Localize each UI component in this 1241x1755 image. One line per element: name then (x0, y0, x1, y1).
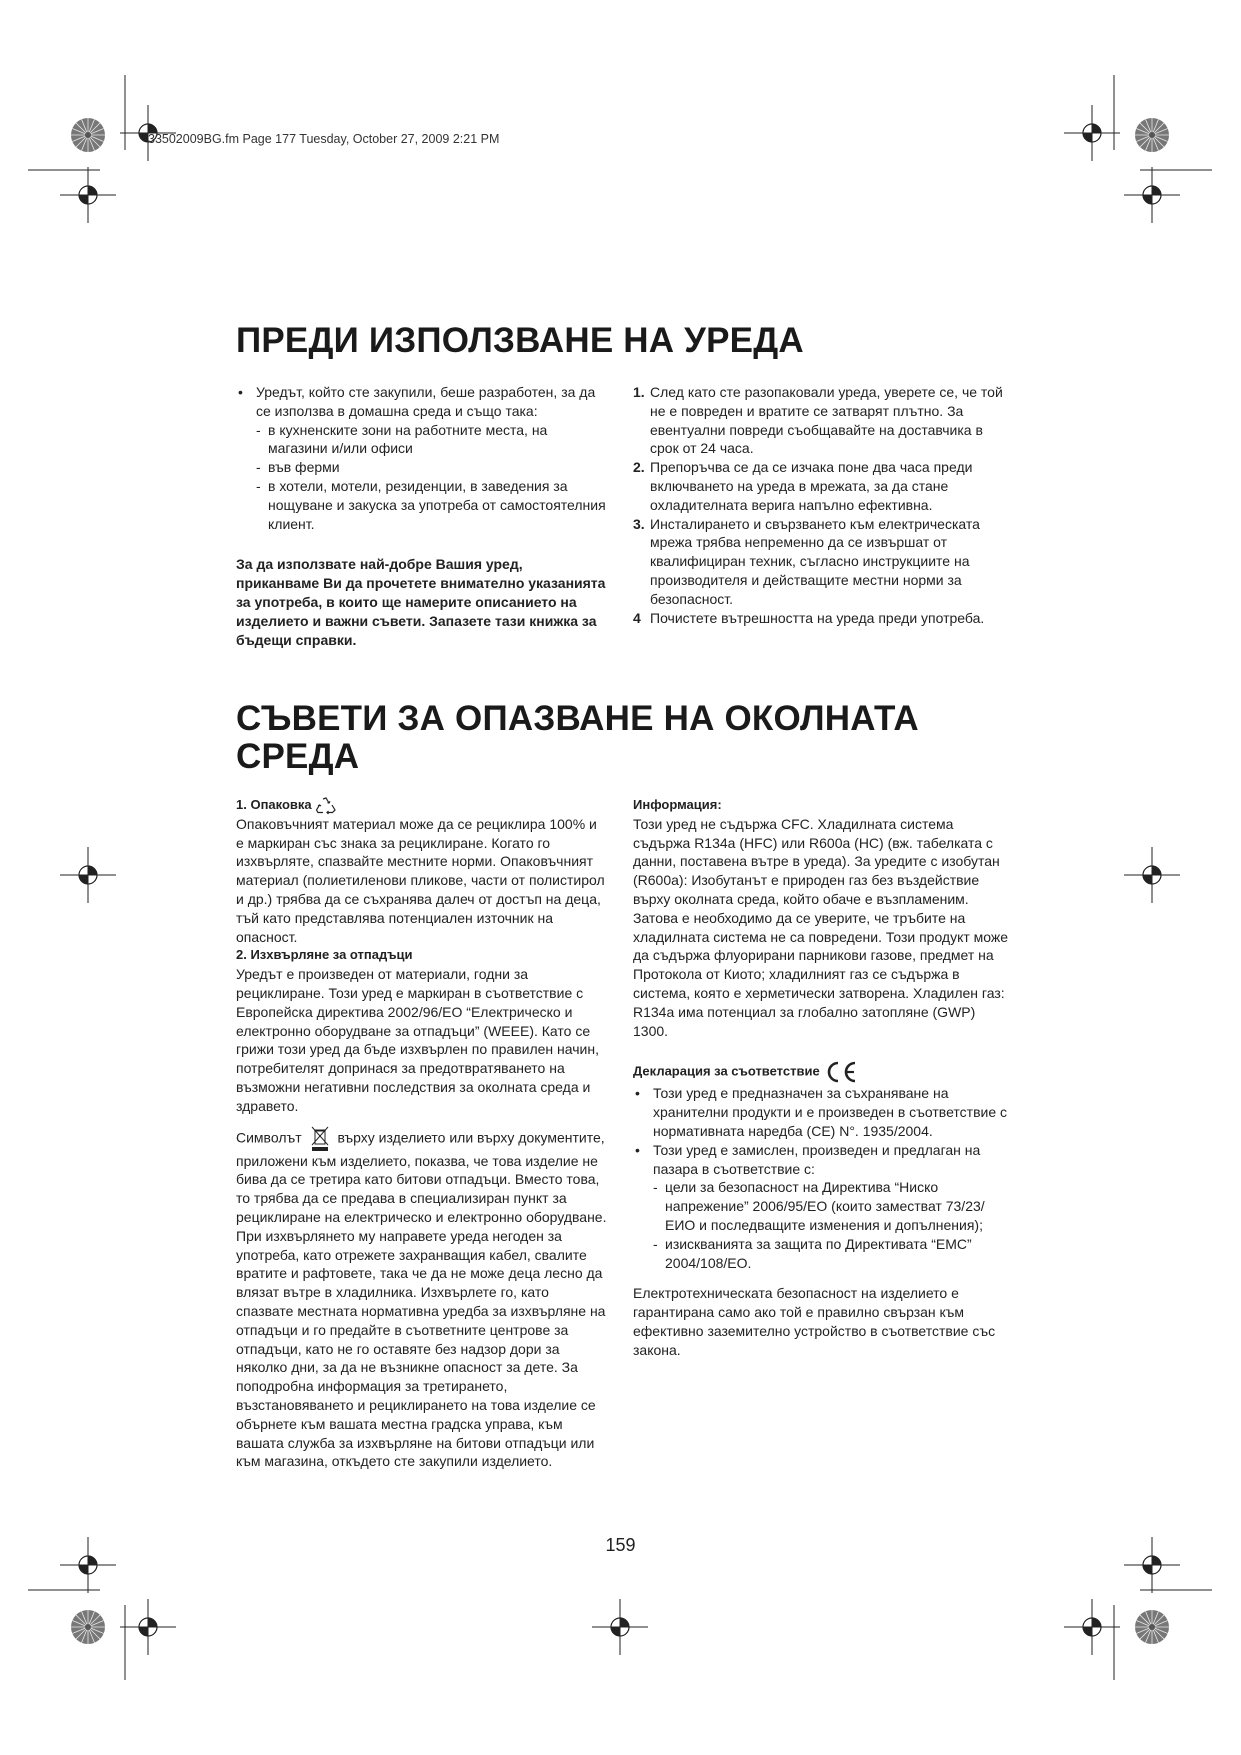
symbol-text-start: Символът (236, 1129, 302, 1146)
list-item: - в кухненските зони на работните места, на магазини и/или офиси (256, 421, 608, 459)
declaration-heading-text: Декларация за съответствие (633, 1063, 820, 1079)
recycle-icon (315, 797, 337, 815)
page-number: 159 (605, 1535, 636, 1555)
list-item (633, 458, 1011, 514)
disposal-text: Уредът е произведен от материали, годни за рециклиране. Този уред е маркиран в съответствие с Европейска директива 2002/96/ЕО “Електрическо и електронно оборудване за отпадъци” (WEEE). Като се грижи този уред да бъде изхвърлен по правилен начин, потребителят допринася за предотвратяването на възможни негативни последствия за околната среда и здравето. (236, 966, 599, 1114)
list-item: • Този уред е предназначен за съхраняване на хранителни продукти и е произведен в съответствие с нормативната наредба (CE) N°. 1935/2004. (633, 1084, 1011, 1140)
step-text: Инсталирането и свързването към електрическата мрежа трябва непременно да се извършат от квалифициран техник, съгласно инструкциите на производителя и действащите местни норми за безопасност. (650, 515, 980, 607)
title-line: СРЕДА (236, 737, 360, 776)
list-item (633, 383, 1011, 458)
environment-right-column (633, 796, 1011, 1360)
step-text: След като сте разопаковали уреда, уверете се, че той не е повреден и вратите се затварят плътно. За евентуални повреди съобщавайте на доставчика в срок от 24 часа. (650, 384, 1003, 457)
electrical-safety-text: Електротехническата безопасност на изделието е гарантирана само ако той е правилно свързан към ефективно заземително устройство в съответствие със закона. (633, 1285, 996, 1358)
symbol-text-rest: върху изделието или върху документите, приложени към изделието, показва, че това изделие не бива да се третира като битови отпадъци. Вместо това, то трябва да се предава в специализиран пункт за рециклиране на електрическо и електронно оборудване. При изхвърлянето му направете уреда негоден за употреба, като отрежете захранващия кабел, свалите вратите и рафтовете, така че да не може деца лесно да влязат вътре в хладилника. Изхвърлете го, като спазвате местната нормативна уредба за изхвърляне на отпадъци и го предайте в съответните центрове за отпадъци, като не го оставяте без надзор дори за няколко дни, за да не възникне опасност за дете. За поподробна информация за третирането, възстановяването и рециклирането на това изделие се обърнете към вашата местна градска управа, към вашата служба за изхвърляне на битови отпадъци или към магазина, откъдето сте закупили изделието. (236, 1129, 607, 1470)
setup-steps-list (633, 383, 1011, 627)
file-info-header: 33502009BG.fm Page 177 Tuesday, October 27, 2009 2:21 PM (148, 132, 500, 146)
intended-use-list (236, 383, 608, 533)
information-heading: Информация: (633, 797, 722, 812)
list-item (633, 609, 1011, 628)
step-number: 4 (633, 609, 641, 626)
step-text: Почистете вътрешността на уреда преди употреба. (650, 609, 985, 626)
step-number: 2. (633, 459, 645, 476)
weee-symbol-paragraph (236, 1126, 608, 1472)
list-item (633, 1141, 1011, 1273)
environment-left-column (236, 796, 608, 1471)
step-number: 1. (633, 384, 645, 400)
intended-use-intro: Уредът, който сте закупили, беше разработен, за да се използва в домашна среда и също така: (256, 384, 596, 419)
list-item: - изискванията за защита по Директивата “EMC” 2004/108/ЕО. (653, 1235, 1011, 1273)
ce-mark-icon (823, 1060, 859, 1084)
disposal-heading: 2. Изхвърляне за отпадъци (236, 947, 413, 963)
list-item: - в хотели, мотели, резиденции, в заведения за нощуване и закуска за употреба от самостоятелния клиент. (256, 477, 608, 533)
declaration-heading (633, 1060, 1011, 1084)
instructions-notice: За да използвате най-добре Вашия уред, приканваме Ви да прочетете внимателно указанията за употреба, в които ще намерите описанието на изделието и важни съвети. Запазете тази книжка за бъдещи справки. (236, 556, 606, 648)
list-item: - във ферми (256, 458, 608, 477)
section-title-before-use: ПРЕДИ ИЗПОЛЗВАНЕ НА УРЕДА (236, 321, 804, 360)
before-use-right-column (633, 383, 1011, 627)
before-use-left-column (236, 383, 608, 649)
list-item (633, 515, 1011, 609)
packaging-heading-text: 1. Опаковка (236, 797, 312, 812)
declaration-item-text: Този уред е замислен, произведен и предлаган на пазара в съответствие с: (653, 1141, 981, 1177)
directives-list (653, 1178, 1011, 1272)
packaging-heading (236, 796, 608, 815)
use-locations-list (256, 421, 608, 534)
crossed-bin-icon (310, 1126, 330, 1152)
title-line: СЪВЕТИ ЗА ОПАЗВАНЕ НА ОКОЛНАТА (236, 699, 919, 738)
step-number: 3. (633, 515, 645, 532)
declaration-list (633, 1084, 1011, 1272)
packaging-text: Опаковъчният материал може да се рециклира 100% и е маркиран със знака за рециклиране. Когато го изхвърляте, спазвайте местните норми. Опаковъчният материал (полиетиленови пликове, части от полистирол и др.) трябва да се съхранява далеч от достъп на деца, тъй като представлява потенциален източник на опасност. (236, 815, 605, 945)
list-item: - цели за безопасност на Директива “Ниско напрежение” 2006/95/ЕО (които заместват 73/23/ЕИО и последващите изменения и допълнения); (653, 1178, 1011, 1234)
list-item (236, 383, 608, 533)
information-text: Този уред не съдържа CFC. Хладилната система съдържа R134a (HFC) или R600a (HC) (вж. табелката с данни, поставена вътре в уреда). За уредите с изобутан (R600a): Изобутанът е природен газ без въздействие върху околната среда, който обаче е възпламеним. Затова е необходимо да се уверите, че тръбите на хладилната система не са повредени. Този продукт може да съдържа флуорирани парникови газове, предмет на Протокола от Киото; хладилният газ се съдържа в система, която е херметически затворена. Хладилен газ: R134a има потенциал за глобално затопляне (GWP) 1300. (633, 815, 1009, 1039)
step-text: Препоръчва се да се изчака поне два часа преди включването на уреда в мрежата, за да стане охладителната верига напълно ефективна. (650, 459, 973, 513)
section-title-environment (236, 700, 919, 776)
